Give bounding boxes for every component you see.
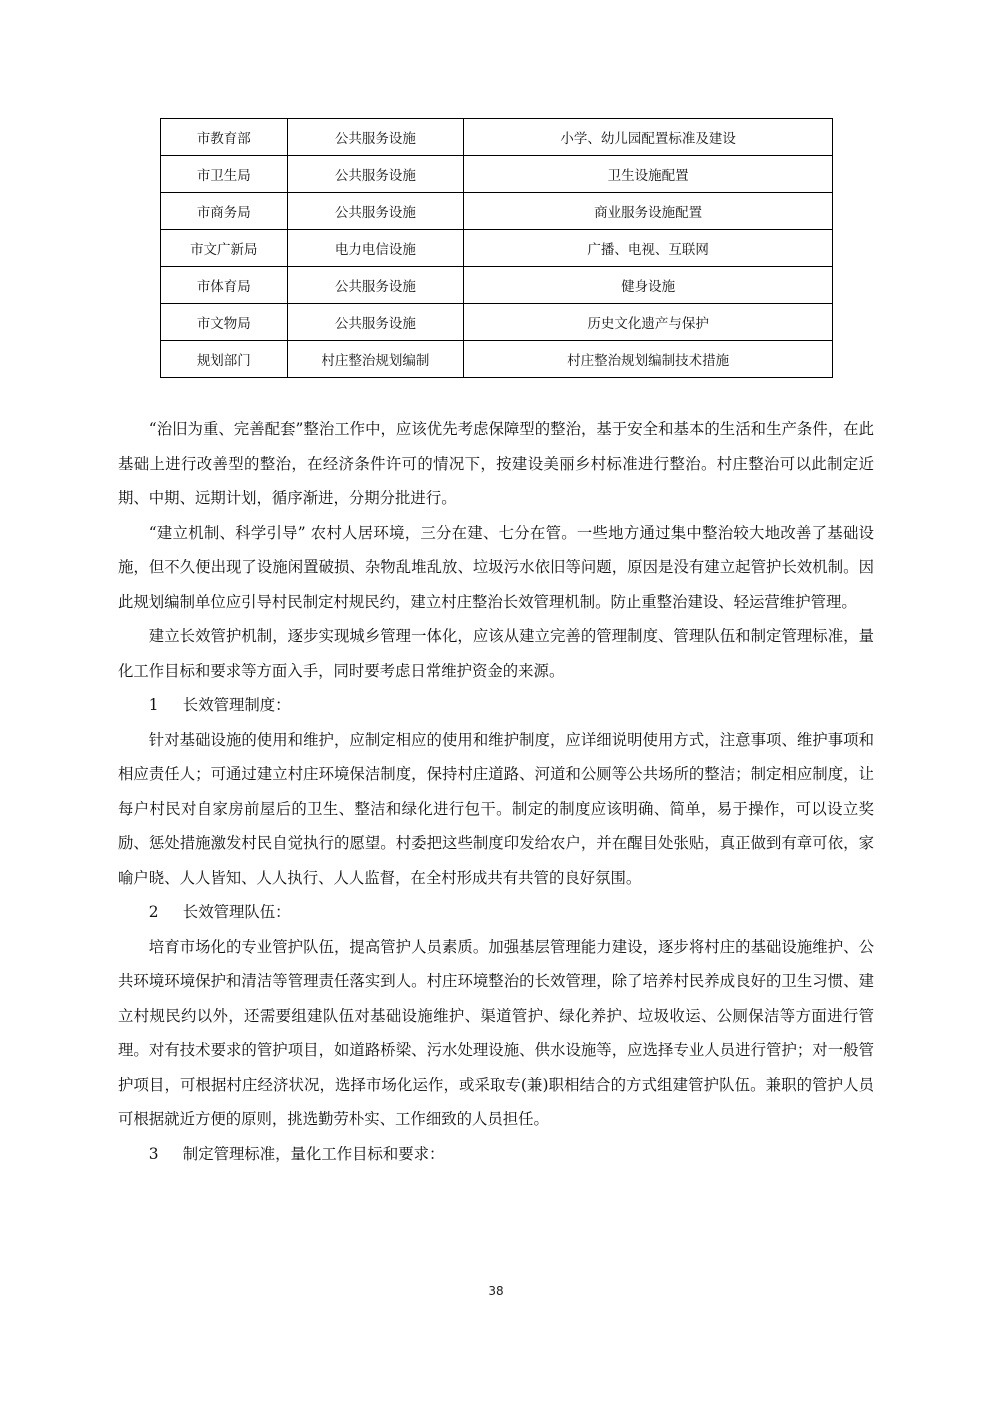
table-row [161, 341, 833, 378]
department-cell: 规划部门 [161, 341, 288, 378]
department-cell: 市体育局 [161, 267, 288, 304]
paragraph-long-term-mechanism: 建立长效管护机制，逐步实现城乡管理一体化，应该从建立完善的管理制度、管理队伍和制定管理标准，量化工作目标和要求等方面入手，同时要考虑日常维护资金的来源。 [118, 627, 874, 680]
department-cell: 市卫生局 [161, 156, 288, 193]
item-1-text: 针对基础设施的使用和维护，应制定相应的使用和维护制度，应详细说明使用方式，注意事项、维护事项和相应责任人；可通过建立村庄环境保洁制度，保持村庄道路、河道和公厕等公共场所的整洁；制定相应制度，让每户村民对自家房前屋后的卫生、整洁和绿化进行包干。制定的制度应该明确、简单，易于操作，可以设立奖励、惩处措施激发村民自觉执行的愿望。村委把这些制度印发给农户，并在醒目处张贴，真正做到有章可依，家喻户晓、人人皆知、人人执行、人人监督，在全村形成共有共管的良好氛围。 [118, 730, 874, 887]
item-1-heading [118, 688, 874, 723]
department-cell: 市文物局 [161, 304, 288, 341]
table-row [161, 304, 833, 341]
item-2-heading [118, 895, 874, 930]
facility-type-cell: 公共服务设施 [287, 156, 464, 193]
table-row [161, 156, 833, 193]
content-cell: 村庄整治规划编制技术措施 [464, 341, 833, 378]
facility-type-cell: 公共服务设施 [287, 304, 464, 341]
table-row [161, 119, 833, 156]
facility-type-cell: 村庄整治规划编制 [287, 341, 464, 378]
item-2-number: 2 [148, 903, 159, 921]
content-cell: 健身设施 [464, 267, 833, 304]
body-text [118, 412, 874, 1171]
content-cell: 广播、电视、互联网 [464, 230, 833, 267]
item-1-number: 1 [148, 696, 159, 714]
department-cell: 市商务局 [161, 193, 288, 230]
department-cell: 市教育部 [161, 119, 288, 156]
item-3-heading [118, 1137, 874, 1172]
item-3-number: 3 [148, 1144, 159, 1163]
facility-type-cell: 公共服务设施 [287, 119, 464, 156]
table-row [161, 267, 833, 304]
facility-type-cell: 公共服务设施 [287, 193, 464, 230]
facility-type-cell: 电力电信设施 [287, 230, 464, 267]
content-cell: 小学、幼儿园配置标准及建设 [464, 119, 833, 156]
paragraph-renovation-priority: “治旧为重、完善配套”整治工作中，应该优先考虑保障型的整治，基于安全和基本的生活和生产条件，在此基础上进行改善型的整治，在经济条件许可的情况下，按建设美丽乡村标准进行整治。村庄整治可以此制定近期、中期、远期计划，循序渐进，分期分批进行。 [118, 420, 874, 507]
responsibility-table [160, 118, 833, 378]
content-cell: 历史文化遗产与保护 [464, 304, 833, 341]
paragraph-mechanism-guidance: “建立机制、科学引导” 农村人居环境，三分在建、七分在管。一些地方通过集中整治较大地改善了基础设施，但不久便出现了设施闲置破损、杂物乱堆乱放、垃圾污水依旧等问题，原因是没有建立起管护长效机制。因此规划编制单位应引导村民制定村规民约，建立村庄整治长效管理机制。防止重整治建设、轻运营维护管理。 [118, 523, 874, 611]
item-1-heading-text: 长效管理制度： [182, 696, 291, 714]
page-number: 38 [488, 1284, 504, 1298]
table-row [161, 193, 833, 230]
item-2-text: 培育市场化的专业管护队伍，提高管护人员素质。加强基层管理能力建设，逐步将村庄的基础设施维护、公共环境环境保护和清洁等管理责任落实到人。村庄环境整治的长效管理，除了培养村民养成良好的卫生习惯、建立村规民约以外，还需要组建队伍对基础设施维护、渠道管护、绿化养护、垃圾收运、公厕保洁等方面进行管理。对有技术要求的管护项目，如道路桥梁、污水处理设施、供水设施等，应选择专业人员进行管护；对一般管护项目，可根据村庄经济状况，选择市场化运作，或采取专(兼)职相结合的方式组建管护队伍。兼职的管护人员可根据就近方便的原则，挑选勤劳朴实、工作细致的人员担任。 [118, 937, 874, 1128]
department-cell: 市文广新局 [161, 230, 288, 267]
content-cell: 商业服务设施配置 [464, 193, 833, 230]
table-row [161, 230, 833, 267]
item-2-heading-text: 长效管理队伍： [182, 903, 291, 921]
table-body [161, 119, 833, 378]
content-cell: 卫生设施配置 [464, 156, 833, 193]
facility-type-cell: 公共服务设施 [287, 267, 464, 304]
item-3-heading-text: 制定管理标准，量化工作目标和要求： [182, 1144, 445, 1163]
